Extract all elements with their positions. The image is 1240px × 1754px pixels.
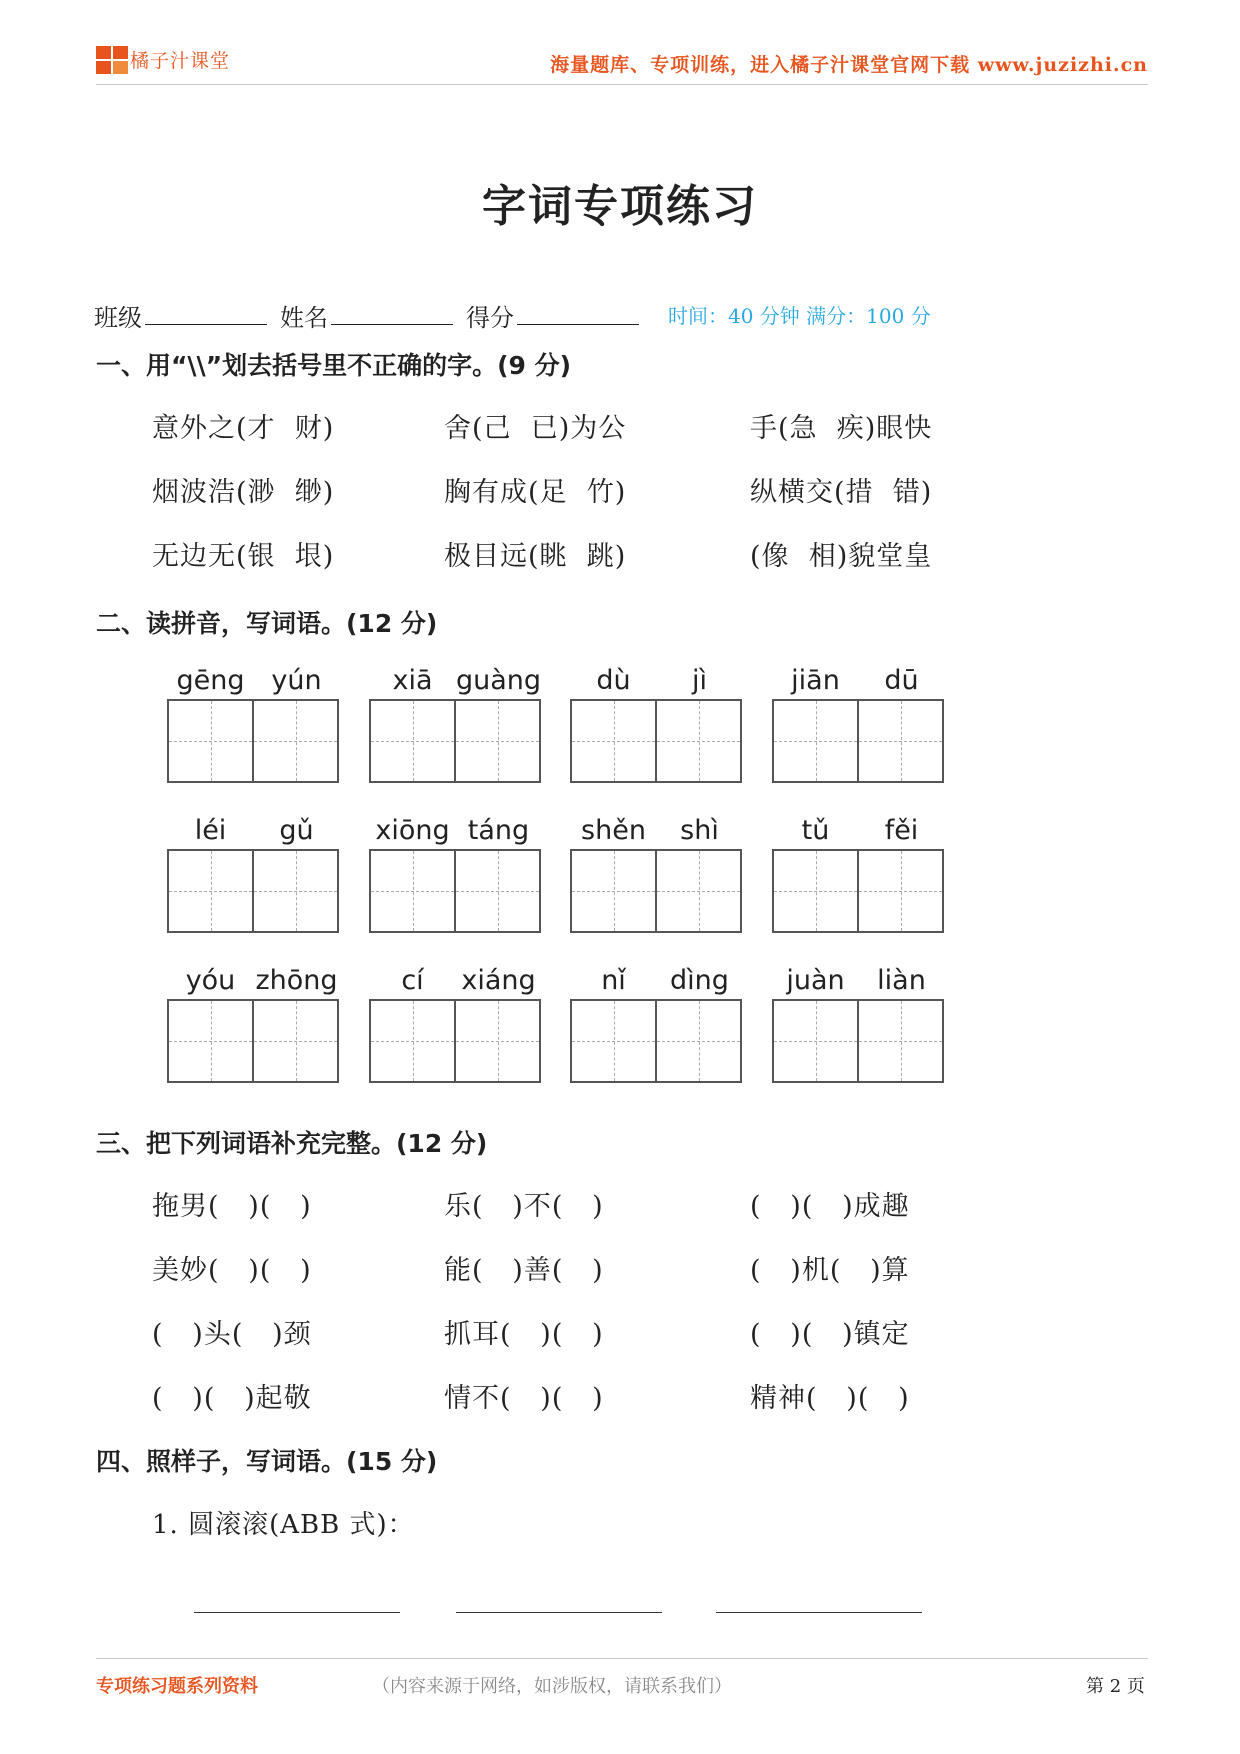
pinyin-syllable: gǔ	[279, 815, 314, 846]
pinyin-syllable: xiā	[392, 665, 433, 696]
section1-item: (像 相)貌堂皇	[750, 541, 933, 572]
writing-cell[interactable]	[169, 1001, 254, 1081]
pinyin-syllable: yóu	[185, 965, 236, 996]
fill-item[interactable]: ( )机( )算	[750, 1255, 910, 1286]
section1-item: 意外之(才 财)	[152, 413, 335, 444]
section1-item: 舍(己 已)为公	[444, 413, 627, 444]
name-blank[interactable]	[331, 324, 453, 325]
fill-item[interactable]: 能( )善( )	[444, 1255, 604, 1286]
writing-cell[interactable]	[657, 701, 740, 781]
pinyin-syllable: xiáng	[461, 965, 536, 996]
writing-cell[interactable]	[572, 851, 657, 931]
writing-cell[interactable]	[169, 701, 254, 781]
section1-item: 无边无(银 垠)	[152, 541, 335, 572]
pinyin-syllable: juàn	[786, 965, 845, 996]
section2-heading: 二、读拼音，写词语。(12 分)	[96, 609, 438, 638]
pinyin-syllable: shěn	[581, 815, 646, 846]
section1-item: 烟波浩(渺 缈)	[152, 477, 335, 508]
fill-item[interactable]: 拖男( )( )	[152, 1191, 312, 1222]
page-title: 字词专项练习	[482, 181, 758, 232]
writing-cell[interactable]	[254, 701, 337, 781]
fill-item[interactable]: 精神( )( )	[750, 1383, 910, 1414]
writing-cell[interactable]	[657, 1001, 740, 1081]
section1-item: 胸有成(足 竹)	[444, 477, 627, 508]
writing-grid[interactable]	[167, 999, 339, 1083]
fill-item[interactable]: ( )( )镇定	[750, 1319, 910, 1350]
pinyin-syllable: léi	[194, 815, 227, 846]
writing-cell[interactable]	[774, 1001, 859, 1081]
fill-item[interactable]: 抓耳( )( )	[444, 1319, 604, 1350]
writing-grid[interactable]	[570, 699, 742, 783]
pinyin-syllable: yún	[271, 665, 322, 696]
section1-item: 手(急 疾)眼快	[750, 413, 933, 444]
section1-item: 极目远(眺 跳)	[444, 541, 627, 572]
writing-cell[interactable]	[774, 701, 859, 781]
pinyin-syllable: cí	[401, 965, 424, 996]
fill-item[interactable]: 情不( )( )	[444, 1383, 604, 1414]
pinyin-syllable: jì	[691, 665, 707, 696]
pinyin-syllable: táng	[467, 815, 530, 846]
fill-item[interactable]: ( )头( )颈	[152, 1319, 312, 1350]
writing-cell[interactable]	[859, 1001, 942, 1081]
pinyin-syllable: dù	[596, 665, 631, 696]
footer-series: 专项练习题系列资料	[96, 1676, 258, 1697]
writing-cell[interactable]	[572, 1001, 657, 1081]
pinyin-syllable: gēng	[176, 665, 245, 696]
answer-line[interactable]	[194, 1612, 400, 1613]
class-label: 班级	[94, 304, 142, 332]
pinyin-syllable: liàn	[877, 965, 926, 996]
writing-cell[interactable]	[456, 851, 539, 931]
footer-divider	[96, 1658, 1148, 1659]
writing-cell[interactable]	[371, 1001, 456, 1081]
writing-grid[interactable]	[772, 999, 944, 1083]
writing-cell[interactable]	[254, 851, 337, 931]
answer-line[interactable]	[716, 1612, 922, 1613]
fill-item[interactable]: ( )( )起敬	[152, 1383, 312, 1414]
logo-icon	[96, 46, 130, 76]
writing-cell[interactable]	[572, 701, 657, 781]
writing-grid[interactable]	[570, 849, 742, 933]
pinyin-syllable: dìng	[670, 965, 729, 996]
section1-item: 纵横交(措 错)	[750, 477, 933, 508]
header-divider	[96, 84, 1148, 85]
pinyin-syllable: dū	[884, 665, 919, 696]
writing-cell[interactable]	[859, 851, 942, 931]
fill-item[interactable]: 乐( )不( )	[444, 1191, 604, 1222]
pinyin-syllable: fěi	[884, 815, 919, 846]
page-number: 第 2 页	[1086, 1676, 1145, 1697]
writing-grid[interactable]	[772, 849, 944, 933]
score-label: 得分	[466, 304, 514, 332]
name-label: 姓名	[280, 304, 328, 332]
class-blank[interactable]	[145, 324, 267, 325]
writing-grid[interactable]	[369, 699, 541, 783]
section4-heading: 四、照样子，写词语。(15 分)	[96, 1447, 438, 1476]
writing-cell[interactable]	[254, 1001, 337, 1081]
writing-cell[interactable]	[169, 851, 254, 931]
pinyin-syllable: nǐ	[601, 965, 626, 996]
writing-cell[interactable]	[456, 701, 539, 781]
pinyin-syllable: tǔ	[801, 815, 830, 846]
writing-grid[interactable]	[167, 699, 339, 783]
writing-grid[interactable]	[570, 999, 742, 1083]
writing-cell[interactable]	[371, 701, 456, 781]
score-blank[interactable]	[517, 324, 639, 325]
writing-grid[interactable]	[369, 849, 541, 933]
writing-grid[interactable]	[369, 999, 541, 1083]
pinyin-syllable: guàng	[455, 665, 542, 696]
pinyin-syllable: shì	[680, 815, 719, 846]
writing-cell[interactable]	[859, 701, 942, 781]
pinyin-syllable: xiōng	[375, 815, 450, 846]
footer-copyright-note: （内容来源于网络，如涉版权，请联系我们）	[372, 1676, 732, 1697]
header-slogan[interactable]: 海量题库、专项训练，进入橘子汁课堂官网下载 www.juzizhi.cn	[550, 54, 1148, 76]
section4-question: 1. 圆滚滚(ABB 式)：	[152, 1510, 415, 1540]
writing-cell[interactable]	[774, 851, 859, 931]
section3-heading: 三、把下列词语补充完整。(12 分)	[96, 1129, 488, 1158]
writing-cell[interactable]	[371, 851, 456, 931]
section1-heading: 一、用“\\”划去括号里不正确的字。(9 分)	[96, 351, 572, 380]
writing-grid[interactable]	[167, 849, 339, 933]
brand-name: 橘子汁课堂	[130, 50, 231, 72]
writing-cell[interactable]	[456, 1001, 539, 1081]
writing-grid[interactable]	[772, 699, 944, 783]
fill-item[interactable]: 美妙( )( )	[152, 1255, 312, 1286]
pinyin-syllable: zhōng	[255, 965, 338, 996]
writing-cell[interactable]	[657, 851, 740, 931]
fill-item[interactable]: ( )( )成趣	[750, 1191, 910, 1222]
pinyin-syllable: jiān	[791, 665, 840, 696]
answer-line[interactable]	[456, 1612, 662, 1613]
time-info: 时间：40 分钟 满分：100 分	[668, 304, 931, 328]
